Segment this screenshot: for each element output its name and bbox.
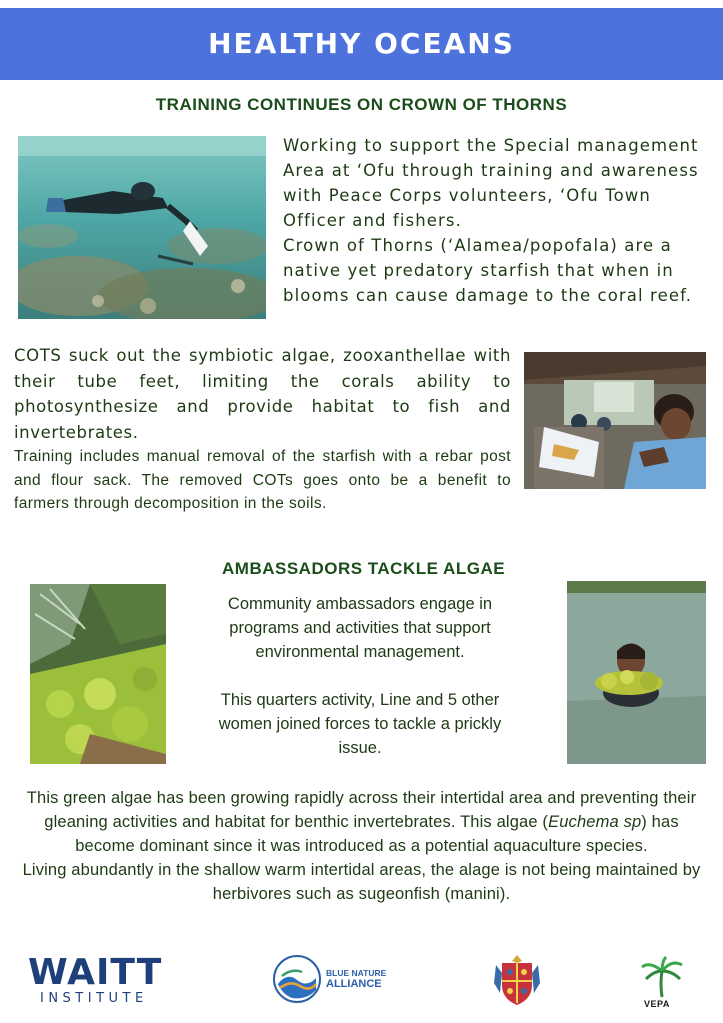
algae-photo <box>30 584 166 764</box>
page-title: HEALTHY OCEANS <box>208 27 515 60</box>
intro-paragraph-1: Working to support the Special management Area at ‘Ofu through training and awareness with Peace Corps volunteers, ‘Ofu Town Officer and fishers. <box>283 136 699 230</box>
body-paragraph-2: Training includes manual removal of the starfish with a rebar post and flour sack. The removed COTs goes onto be a benefit to farmers through decomposition in the soils. <box>14 448 511 512</box>
cots-body-text <box>14 343 511 516</box>
palm-tree-icon <box>640 955 684 999</box>
body-paragraph-1: COTS suck out the symbiotic algae, zooxanthellae with their tube feet, limiting the corals ability to photosynthesize and provide habitat to fish and invertebrates. <box>14 346 511 442</box>
vepa-logo-text: VEPA <box>644 999 670 1009</box>
snorkeler-photo <box>18 136 266 319</box>
waitt-logo-subtitle: INSTITUTE <box>40 991 148 1006</box>
vepa-logo <box>640 955 690 1011</box>
coat-of-arms-icon <box>492 953 542 1007</box>
section-heading-cots: TRAINING CONTINUES ON CROWN OF THORNS <box>155 95 568 114</box>
tonga-coat-of-arms-logo <box>492 953 542 1007</box>
blue-nature-alliance-icon <box>272 954 322 1004</box>
blue-nature-alliance-logo <box>272 953 402 1005</box>
bna-line-1: BLUE NATURE <box>326 968 387 978</box>
algae-bottom-paragraph-1 <box>20 786 703 858</box>
intro-paragraph-2: Crown of Thorns (‘Alamea/popofala) are a native yet predatory starfish that when in blooms can cause damage to the coral reef. <box>283 236 693 305</box>
page-banner <box>0 8 723 80</box>
species-name: Euchema sp <box>548 813 642 831</box>
section-heading-algae: AMBASSADORS TACKLE ALGAE <box>222 559 506 578</box>
training-session-photo <box>524 352 706 489</box>
algae-bottom-text-b: ) has become dominant since it was introduced as a potential aquaculture species. <box>75 813 679 855</box>
bna-line-2: ALLIANCE <box>326 978 382 990</box>
waitt-logo-name: WAITT <box>28 952 163 993</box>
algae-text <box>195 592 525 760</box>
algae-bottom-paragraph-2: Living abundantly in the shallow warm intertidal areas, the alage is not being maintained by herbivores such as sugeonfish (manini). <box>22 861 701 903</box>
algae-paragraph-1: Community ambassadors engage in programs and activities that support environmental management. <box>227 595 493 661</box>
cots-intro-text <box>283 133 708 308</box>
algae-paragraph-2: This quarters activity, Line and 5 other women joined forces to tackle a prickly issue. <box>218 691 502 757</box>
algae-bottom-text <box>20 786 703 906</box>
algae-bottom-text-a: This green algae has been growing rapidly across their intertidal area and preventing their gleaning activities and habitat for benthic invertebrates. This algae ( <box>26 789 697 831</box>
ambassador-in-water-photo <box>567 581 706 764</box>
waitt-institute-logo <box>28 952 168 1007</box>
